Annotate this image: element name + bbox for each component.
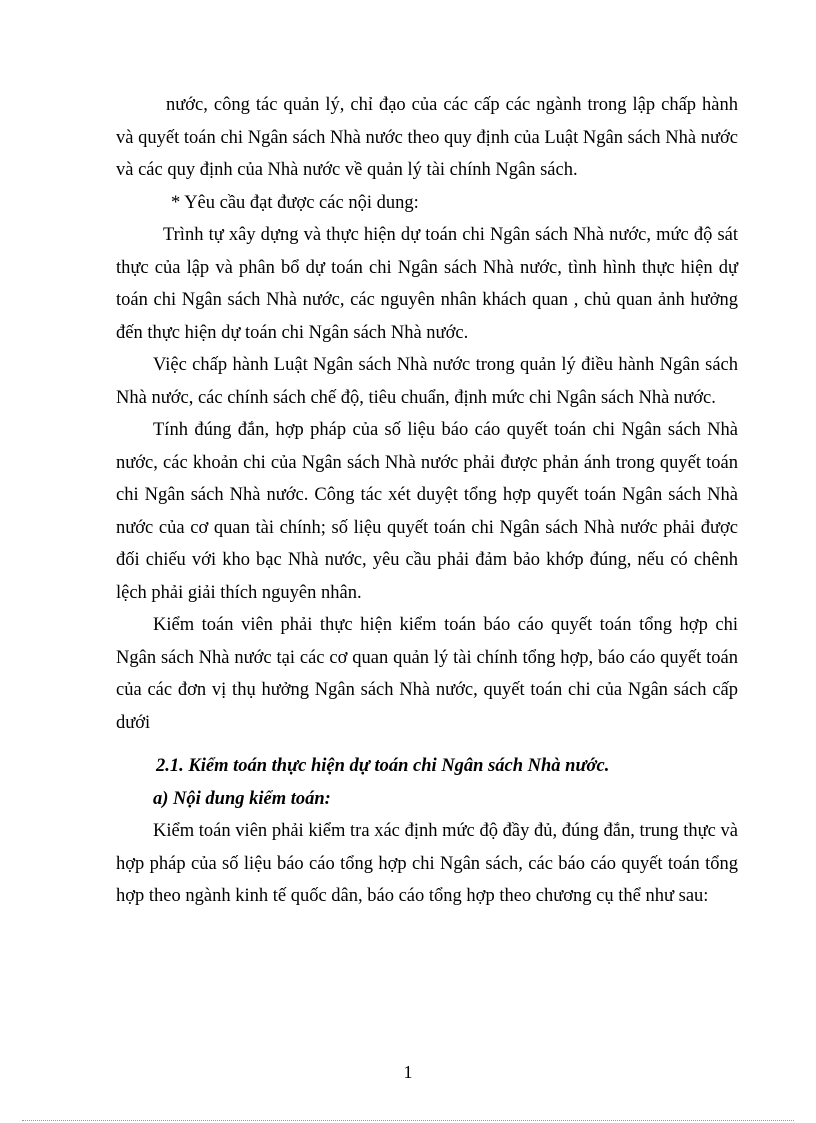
paragraph-law-compliance: Việc chấp hành Luật Ngân sách Nhà nước trong quản lý điều hành Ngân sách Nhà nước, các chính sách chế độ, tiêu chuẩn, định mức chi Ngân sách Nhà nước. <box>116 355 738 408</box>
page-content <box>116 89 738 913</box>
paragraph-continuation: nước, công tác quản lý, chỉ đạo của các cấp các ngành trong lập chấp hành và quyết toán chi Ngân sách Nhà nước theo quy định của Luật Ngân sách Nhà nước và các quy định của Nhà nước về quản lý tài chính Ngân sách. <box>116 95 738 180</box>
paragraph-data-accuracy: Tính đúng đắn, hợp pháp của số liệu báo cáo quyết toán chi Ngân sách Nhà nước, các khoản chi của Ngân sách Nhà nước phải được phản ánh trong quyết toán chi Ngân sách Nhà nước. Công tác xét duyệt tổng hợp quyết toán Ngân sách Nhà nước của cơ quan tài chính; số liệu quyết toán chi Ngân sách Nhà nước phải được đối chiếu với kho bạc Nhà nước, yêu cầu phải đảm bảo khớp đúng, nếu có chênh lệch phải giải thích nguyên nhân. <box>116 420 738 603</box>
subsection-heading-a: a) Nội dung kiểm toán: <box>153 788 331 809</box>
paragraph-procedure: Trình tự xây dựng và thực hiện dự toán chi Ngân sách Nhà nước, mức độ sát thực của lập và phân bổ dự toán chi Ngân sách Nhà nước, tình hình thực hiện dự toán chi Ngân sách Nhà nước, các nguyên nhân khách quan , chủ quan ảnh hưởng đến thực hiện dự toán chi Ngân sách Nhà nước. <box>116 225 738 343</box>
requirements-intro: * Yêu cầu đạt được các nội dung: <box>171 192 419 213</box>
paragraph-auditor-duties: Kiểm toán viên phải thực hiện kiểm toán báo cáo quyết toán tổng hợp chi Ngân sách Nhà nước tại các cơ quan quản lý tài chính tổng hợp, báo cáo quyết toán của các đơn vị thụ hưởng Ngân sách Nhà nước, quyết toán chi của Ngân sách cấp dưới <box>116 615 738 733</box>
paragraph-audit-content: Kiểm toán viên phải kiểm tra xác định mức độ đầy đủ, đúng đắn, trung thực và hợp pháp của số liệu báo cáo tổng hợp chi Ngân sách, các báo cáo quyết toán tổng hợp theo ngành kinh tế quốc dân, báo cáo tổng hợp theo chương cụ thể như sau: <box>116 821 738 906</box>
page-number: 1 <box>403 1062 413 1082</box>
section-heading-2-1: 2.1. Kiểm toán thực hiện dự toán chi Ngân sách Nhà nước. <box>156 756 610 776</box>
footer-dotted-rule <box>22 1120 794 1121</box>
